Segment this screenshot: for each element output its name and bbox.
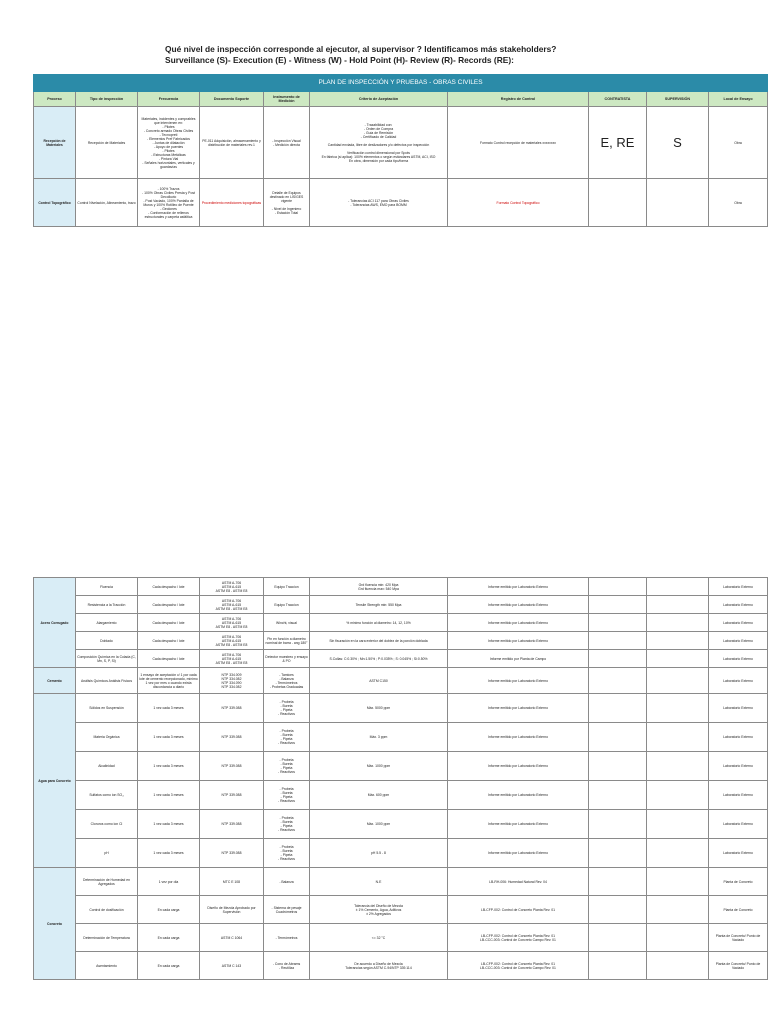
- control-record-cell: Informe emitido por Laboratorio Externo: [448, 632, 589, 650]
- acceptance-criteria-cell: % minimo función al diametro: 14, 12, 10%: [310, 614, 448, 632]
- frequency-cell: 1 vez cada 3 meses: [138, 694, 200, 723]
- contractor-cell: [589, 596, 647, 614]
- acceptance-criteria-cell: pH 5.5 - 8: [310, 839, 448, 868]
- contractor-cell: [589, 614, 647, 632]
- frequency-cell: En cada carga: [138, 952, 200, 980]
- test-location-cell: Laboratorio Externo: [709, 752, 768, 781]
- supervision-cell: [647, 752, 709, 781]
- col-header: Criterio de Aceptación: [310, 92, 448, 107]
- instrument-cell: - Probeta - Bureta - Pipeta - Reactivos: [264, 752, 310, 781]
- supervision-cell: [647, 810, 709, 839]
- test-row: [34, 723, 768, 752]
- contractor-cell: [589, 650, 647, 668]
- test-row: [34, 614, 768, 632]
- test-row: [34, 694, 768, 723]
- instrument-cell: - Termómetros: [264, 924, 310, 952]
- test-row: [34, 632, 768, 650]
- control-record-cell: Informe emitido por Laboratorio Externo: [448, 668, 589, 694]
- instrument-cell: Detector muestreo y ensayo & PO: [264, 650, 310, 668]
- process-cell: Recepción de Materiales: [34, 107, 76, 179]
- test-row: [34, 810, 768, 839]
- test-location-cell: Laboratorio Externo: [709, 650, 768, 668]
- acceptance-criteria-cell: ASTM C150: [310, 668, 448, 694]
- test-row: [34, 839, 768, 868]
- test-row: [34, 650, 768, 668]
- supervision-cell: S: [647, 107, 709, 179]
- frequency-cell: Materiales, incidentes y comprables que intervienen en: - Pilotes - Concreto armado Obras Civiles - Tecnopreti - Elementos Pref Fabricados - Juntas de dilatación - Apoyo de puentes - Pilotes - Estructuras Metálicas - Pintura Vial - Señales horizontales, verticales y guardavías: [138, 107, 200, 179]
- contractor-cell: [589, 952, 647, 980]
- instrument-cell: - Probeta - Bureta - Pipeta - Reactivos: [264, 810, 310, 839]
- test-location-cell: Laboratorio Externo: [709, 596, 768, 614]
- support-document-cell: NTP 339.088: [200, 694, 264, 723]
- acceptance-criteria-cell: Sin fisuración en la cara exterior del doblez de la porción doblada: [310, 632, 448, 650]
- acceptance-criteria-cell: <= 32 °C: [310, 924, 448, 952]
- test-location-cell: Laboratorio Externo: [709, 668, 768, 694]
- contractor-cell: E, RE: [589, 107, 647, 179]
- contractor-cell: [589, 810, 647, 839]
- supervision-cell: [647, 596, 709, 614]
- frequency-cell: 1 vez cada 3 meses: [138, 810, 200, 839]
- supervision-cell: [647, 868, 709, 896]
- test-item-cell: Fluencia: [76, 578, 138, 596]
- material-group-cell: Agua para Concreto: [34, 694, 76, 868]
- test-location-cell: Obra: [709, 179, 768, 227]
- supervision-cell: [647, 839, 709, 868]
- control-record-cell: Informe emitido por Laboratorio Externo: [448, 596, 589, 614]
- test-location-cell: Planta de Concreto: [709, 868, 768, 896]
- instrument-cell: - Probeta - Bureta - Pipeta - Reactivos: [264, 694, 310, 723]
- test-item-cell: Composición Química en la Colada (C, Mn, S, P, Si): [76, 650, 138, 668]
- contractor-cell: [589, 868, 647, 896]
- instrument-cell: Wincht, visual: [264, 614, 310, 632]
- instrument-cell: - Probeta - Bureta - Pipeta - Reactivos: [264, 723, 310, 752]
- test-row: [34, 896, 768, 924]
- test-row: [34, 752, 768, 781]
- support-document-cell: ASTM A-706 ASTM A-615 ASTM E8 - ASTM E8: [200, 650, 264, 668]
- supervision-cell: [647, 896, 709, 924]
- test-location-cell: Laboratorio Externo: [709, 578, 768, 596]
- control-record-cell: Informe emitido por Laboratorio Externo: [448, 694, 589, 723]
- test-item-cell: Cloruros como ion Cl: [76, 810, 138, 839]
- plan-title: PLAN DE INSPECCIÓN Y PRUEBAS - OBRAS CIVILES: [34, 75, 768, 92]
- contractor-cell: [589, 839, 647, 868]
- test-item-cell: Determinación de Humedad en Agregados: [76, 868, 138, 896]
- test-item-cell: Determinación de Temperatura: [76, 924, 138, 952]
- col-header: Documento Soporte: [200, 92, 264, 107]
- acceptance-criteria-cell: Máx. 1000 ppm: [310, 810, 448, 839]
- instrument-cell: - Probeta - Bureta - Pipeta - Reactivos: [264, 839, 310, 868]
- test-row: [34, 668, 768, 694]
- acceptance-criteria-cell: Tolerancia del Diseño de Mezcla ± 1% Cemento, Agua, Aditivos ± 2% Agregados: [310, 896, 448, 924]
- support-document-cell: ASTM C 143: [200, 952, 264, 980]
- test-location-cell: Laboratorio Externo: [709, 810, 768, 839]
- control-record-cell: LB-CFP-002: Control de Concreto Planta Rev. 01: [448, 896, 589, 924]
- supervision-cell: [647, 650, 709, 668]
- control-record-cell: LB-CFP-002: Control de Concreto Planta Rev. 01 LB-CCC-003: Control de Concreto Campo Rev. 01: [448, 924, 589, 952]
- material-group-cell: Cemento: [34, 668, 76, 694]
- test-location-cell: Planta de Concreto/ Punto de Vaciado: [709, 952, 768, 980]
- test-location-cell: Laboratorio Externo: [709, 781, 768, 810]
- test-location-cell: Laboratorio Externo: [709, 632, 768, 650]
- test-location-cell: Planta de Concreto/ Punto de Vaciado: [709, 924, 768, 952]
- col-header: Tipo de inspección: [76, 92, 138, 107]
- test-row: [34, 596, 768, 614]
- support-document-cell: NTP 339.088: [200, 723, 264, 752]
- support-document-cell: ASTM A-706 ASTM A-615 ASTM E8 - ASTM E8: [200, 632, 264, 650]
- acceptance-criteria-cell: Máx. 600 ppm: [310, 781, 448, 810]
- material-group-cell: Concreto: [34, 868, 76, 980]
- frequency-cell: Cada despacho / lote: [138, 614, 200, 632]
- plan-header-row: [34, 92, 768, 107]
- test-location-cell: Planta de Concreto: [709, 896, 768, 924]
- supervision-cell: [647, 694, 709, 723]
- frequency-cell: 1 vez cada 3 meses: [138, 839, 200, 868]
- support-document-cell: Diseño de Mezcla Aprobado por Supervisión: [200, 896, 264, 924]
- frequency-cell: - 100% Trazos - 100% Obras Civiles Presta y Post Decolluvio - Post Vaciado, 100% Pantalla de Muros y 100% Rotilleo de Puente - Geolones - Conformación de rellenos estructurales y carpeta asfáltica: [138, 179, 200, 227]
- frequency-cell: Cada despacho / lote: [138, 632, 200, 650]
- frequency-cell: 1 vez cada 3 meses: [138, 752, 200, 781]
- instrument-cell: - Balanza: [264, 868, 310, 896]
- test-item-cell: Sulfatos como ion SO₄: [76, 781, 138, 810]
- support-document-cell: NTP 339.088: [200, 839, 264, 868]
- instrument-cell: Equipo Traccion: [264, 596, 310, 614]
- acceptance-criteria-cell: - Tolerancias ACI 117 para Obras Civiles - Tolerancias AWS, EMO para BOMM: [310, 179, 448, 227]
- acceptance-criteria-cell: Máx. 1000 ppm: [310, 752, 448, 781]
- acceptance-criteria-cell: De acuerdo a Diseño de Mezcla Tolerancias según ASTM C-94/NTP 339.114: [310, 952, 448, 980]
- plan-row: [34, 107, 768, 179]
- test-item-cell: Resistencia a la Tracción: [76, 596, 138, 614]
- support-document-cell: ASTM A-706 ASTM A-615 ASTM E8 - ASTM E8: [200, 578, 264, 596]
- test-row: [34, 952, 768, 980]
- test-row: [34, 781, 768, 810]
- supervision-cell: [647, 781, 709, 810]
- heading-line-2: Surveillance (S)- Execution (E) - Witness (W) - Hold Point (H)- Review (R)- Records (RE):: [165, 54, 514, 65]
- test-location-cell: Laboratorio Externo: [709, 839, 768, 868]
- test-item-cell: Control de dosificación: [76, 896, 138, 924]
- support-document-cell: ASTM C 1064: [200, 924, 264, 952]
- control-record-cell: Formato Control recepción de materiales xxxxxxxx: [448, 107, 589, 179]
- contractor-cell: [589, 752, 647, 781]
- supervision-cell: [647, 952, 709, 980]
- support-document-cell: NTP 339.088: [200, 752, 264, 781]
- test-location-cell: Laboratorio Externo: [709, 694, 768, 723]
- col-header: Proceso: [34, 92, 76, 107]
- control-record-cell: Informe emitido por Laboratorio Externo: [448, 752, 589, 781]
- support-document-cell: Procedimiento mediciones topográficas: [200, 179, 264, 227]
- supervision-cell: [647, 179, 709, 227]
- test-item-cell: pH: [76, 839, 138, 868]
- col-header: Instrumento de Medición: [264, 92, 310, 107]
- frequency-cell: Cada despacho / lote: [138, 596, 200, 614]
- acceptance-criteria-cell: Máx. 5000 ppm: [310, 694, 448, 723]
- col-header: Local de Ensayo: [709, 92, 768, 107]
- material-tests-table: [33, 577, 768, 980]
- instrument-cell: Detalle de Equipos destinado en LIS/GES vigente - Nivel de Ingeniero - Estación Total: [264, 179, 310, 227]
- inspection-type-cell: Recepción de Materiales: [76, 107, 138, 179]
- instrument-cell: - Probeta - Bureta - Pipeta - Reactivos: [264, 781, 310, 810]
- test-item-cell: Sólidos en Suspensión: [76, 694, 138, 723]
- test-item-cell: Análisis Químicos Análisis Físicos: [76, 668, 138, 694]
- col-header: Registro de Control: [448, 92, 589, 107]
- supervision-cell: [647, 578, 709, 596]
- control-record-cell: Informe emitido por Laboratorio Externo: [448, 614, 589, 632]
- instrument-cell: - Cono de Abrams - Reutiliza: [264, 952, 310, 980]
- contractor-cell: [589, 896, 647, 924]
- acceptance-criteria-cell: S.Collas: C:0.30% ; Mn:1.50% ; P:0.035% ; S: 0.045% ; Si:0.50%: [310, 650, 448, 668]
- instrument-cell: - Sistema de pesaje Cuadrómetros: [264, 896, 310, 924]
- inspection-type-cell: Control Nivelación, Alineamiento, trazo: [76, 179, 138, 227]
- supervision-cell: [647, 614, 709, 632]
- frequency-cell: En cada carga: [138, 896, 200, 924]
- support-document-cell: ASTM A-706 ASTM A-615 ASTM E8 - ASTM E8: [200, 614, 264, 632]
- process-cell: Control Topográfico: [34, 179, 76, 227]
- test-item-cell: Alargamiento: [76, 614, 138, 632]
- contractor-cell: [589, 723, 647, 752]
- control-record-cell: Informe emitido por Laboratorio Externo: [448, 810, 589, 839]
- contractor-cell: [589, 632, 647, 650]
- control-record-cell: LB-CFP-002: Control de Concreto Planta Rev. 01 LB-CCC-003: Control de Concreto Campo Rev. 01: [448, 952, 589, 980]
- test-item-cell: Asentamiento: [76, 952, 138, 980]
- acceptance-criteria-cell: Máx. 3 ppm: [310, 723, 448, 752]
- contractor-cell: [589, 578, 647, 596]
- inspection-plan-table: [33, 74, 768, 227]
- contractor-cell: [589, 781, 647, 810]
- frequency-cell: 1 vez cada 3 meses: [138, 723, 200, 752]
- plan-row: [34, 179, 768, 227]
- frequency-cell: 1 vez por día: [138, 868, 200, 896]
- contractor-cell: [589, 924, 647, 952]
- test-item-cell: Alcalinidad: [76, 752, 138, 781]
- acceptance-criteria-cell: Tensile Strength min: 550 Mpa: [310, 596, 448, 614]
- col-header: SUPERVISIÓN: [647, 92, 709, 107]
- instrument-cell: Pin en función a diametro nominal de barra - ang 180°: [264, 632, 310, 650]
- acceptance-criteria-cell: Grd fluencia min: 420 Mpa Grd fluencia max: 540 Mpa: [310, 578, 448, 596]
- contractor-cell: [589, 179, 647, 227]
- support-document-cell: PE-011 Adquisición, almacenamiento y distribución de materiales rev.1: [200, 107, 264, 179]
- frequency-cell: 1 ensayo de aceptación c/ 1 por cada lote de cemento recepcionado, mínimo 1 vez por mes o cuando exista discordancia a diario: [138, 668, 200, 694]
- test-row: [34, 578, 768, 596]
- contractor-cell: [589, 694, 647, 723]
- test-item-cell: Doblado: [76, 632, 138, 650]
- material-group-cell: Acero Corrugado: [34, 578, 76, 668]
- control-record-cell: Informe emitido por Laboratorio Externo: [448, 723, 589, 752]
- test-row: [34, 868, 768, 896]
- acceptance-criteria-cell: N.E: [310, 868, 448, 896]
- control-record-cell: Informe emitido por Laboratorio Externo: [448, 781, 589, 810]
- acceptance-criteria-cell: - Trazabilidad con: - Orden de Compra - Guía de Remisión - Certificado de Calidad Cantidad enviada, libre de deslizadores y/o defectos por inspección Verificación control dimensional por Spots En fábrica (si aplica): 100% elementos o según estándares ASTM, ACI, ISO En obra, dimensión por cada tipo/forma: [310, 107, 448, 179]
- heading-line-1: Qué nivel de inspección corresponde al ejecutor, al supervisor ? Identificamos más stakeholders?: [165, 44, 557, 54]
- test-row: [34, 924, 768, 952]
- frequency-cell: En cada carga: [138, 924, 200, 952]
- support-document-cell: MTC E 108: [200, 868, 264, 896]
- frequency-cell: Cada despacho / lote: [138, 578, 200, 596]
- col-header: Frecuencia: [138, 92, 200, 107]
- supervision-cell: [647, 924, 709, 952]
- test-item-cell: Materia Orgánica: [76, 723, 138, 752]
- supervision-cell: [647, 668, 709, 694]
- frequency-cell: 1 vez cada 3 meses: [138, 781, 200, 810]
- control-record-cell: Informe emitido por Planta de Campo: [448, 650, 589, 668]
- page-heading: [165, 44, 556, 65]
- test-location-cell: Laboratorio Externo: [709, 723, 768, 752]
- support-document-cell: ASTM A-706 ASTM A-615 ASTM E8 - ASTM E8: [200, 596, 264, 614]
- contractor-cell: [589, 668, 647, 694]
- support-document-cell: NTP 339.088: [200, 781, 264, 810]
- control-record-cell: LB-RH-006: Humedad Natural Rev. 04: [448, 868, 589, 896]
- col-header: CONTRATISTA: [589, 92, 647, 107]
- control-record-cell: Informe emitido por Laboratorio Externo: [448, 839, 589, 868]
- support-document-cell: NTP 334.009 NTP 334.082 NTP 334.090 NTP 334.082: [200, 668, 264, 694]
- frequency-cell: Cada despacho / lote: [138, 650, 200, 668]
- instrument-cell: - Inspección Visual - Medición directa: [264, 107, 310, 179]
- support-document-cell: NTP 339.088: [200, 810, 264, 839]
- instrument-cell: Equipo Traccion: [264, 578, 310, 596]
- test-location-cell: Obra: [709, 107, 768, 179]
- supervision-cell: [647, 632, 709, 650]
- control-record-cell: Formato Control Topográfico: [448, 179, 589, 227]
- test-location-cell: Laboratorio Externo: [709, 614, 768, 632]
- control-record-cell: Informe emitido por Laboratorio Externo: [448, 578, 589, 596]
- instrument-cell: - Tamices - Balanza - Termómetros - Probetas Graduadas: [264, 668, 310, 694]
- supervision-cell: [647, 723, 709, 752]
